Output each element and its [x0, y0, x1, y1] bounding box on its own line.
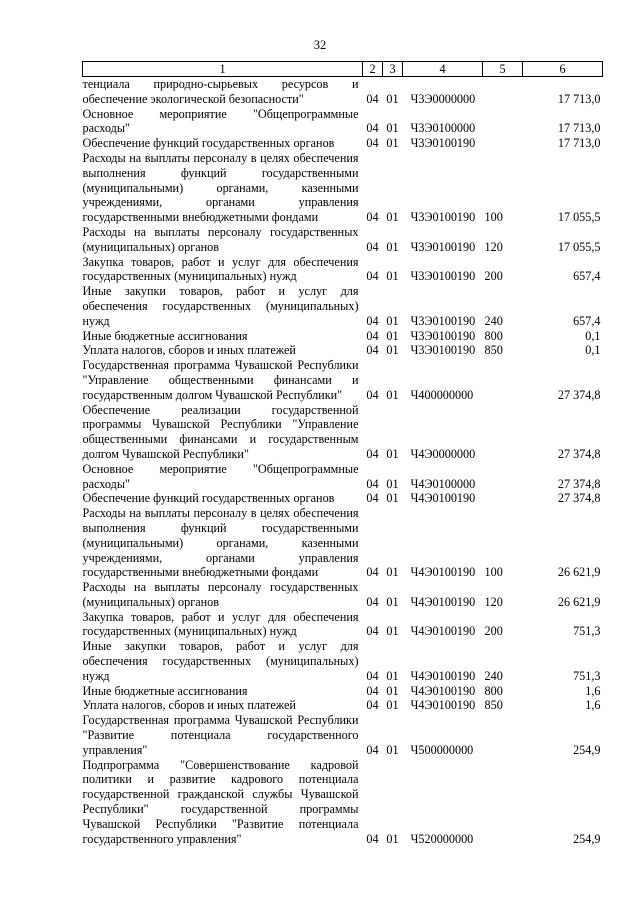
row-amount: 0,1 — [585, 328, 601, 343]
budget-table — [82, 61, 603, 846]
row-section: 04 — [366, 624, 379, 639]
table-row — [83, 610, 603, 640]
row-subsection: 01 — [386, 565, 399, 580]
table-row — [83, 698, 603, 713]
table-row — [83, 136, 603, 151]
row-subsection: 01 — [386, 624, 399, 639]
row-target-article: Ч4Э0100190 — [410, 698, 476, 713]
row-target-article: Ч3Э0100190 — [410, 210, 476, 225]
row-section: 04 — [366, 476, 379, 491]
row-section: 04 — [366, 136, 379, 151]
row-amount: 27 374,8 — [557, 387, 601, 402]
row-amount: 27 374,8 — [557, 446, 601, 461]
row-expense-type: 120 — [484, 594, 503, 609]
header-col-6: 6 — [523, 62, 603, 77]
table-row — [83, 107, 603, 137]
row-expense-type — [483, 462, 523, 492]
row-expense-type: 100 — [484, 565, 503, 580]
row-amount: 27 374,8 — [557, 476, 601, 491]
row-amount: 26 621,9 — [557, 565, 601, 580]
row-amount: 27 374,8 — [557, 491, 601, 506]
row-name: Иные бюджетные ассигнования — [82, 328, 248, 343]
row-name: Расходы на выплаты персоналу в целях обеспечения выполнения функций государственными (муниципальными) органами, казенными учреждениями, органами управления государственными внебюджетными фондами — [82, 506, 359, 580]
row-section: 04 — [366, 594, 379, 609]
row-expense-type — [483, 491, 523, 506]
row-name: Уплата налогов, сборов и иных платежей — [82, 343, 296, 358]
row-amount: 0,1 — [585, 343, 601, 358]
row-amount: 17 055,5 — [557, 239, 601, 254]
row-target-article: Ч4Э0100190 — [410, 683, 476, 698]
table-row — [83, 491, 603, 506]
row-target-article: Ч4Э0100000 — [410, 476, 476, 491]
row-target-article: Ч3Э0000000 — [410, 91, 476, 106]
row-amount: 17 713,0 — [557, 121, 601, 136]
row-section: 04 — [366, 343, 379, 358]
row-expense-type: 200 — [484, 269, 503, 284]
row-expense-type — [483, 358, 523, 402]
row-expense-type: 850 — [484, 343, 503, 358]
row-subsection: 01 — [386, 269, 399, 284]
row-section: 04 — [366, 446, 379, 461]
row-section: 04 — [366, 269, 379, 284]
row-subsection: 01 — [386, 121, 399, 136]
row-subsection: 01 — [386, 476, 399, 491]
row-expense-type — [483, 107, 523, 137]
row-amount: 17 055,5 — [557, 210, 601, 225]
table-row — [83, 151, 603, 225]
table-row — [83, 639, 603, 683]
table-row — [83, 580, 603, 610]
row-name: Уплата налогов, сборов и иных платежей — [82, 698, 296, 713]
row-target-article: Ч3Э0100190 — [410, 313, 476, 328]
table-row — [83, 506, 603, 580]
row-target-article: Ч400000000 — [410, 387, 474, 402]
row-amount: 17 713,0 — [557, 91, 601, 106]
row-section: 04 — [366, 239, 379, 254]
row-amount: 657,4 — [573, 269, 601, 284]
row-name: Подпрограмма "Совершенствование кадровой политики и развитие кадрового потенциала государственной гражданской службы Чувашской Республики" государственной программы Чувашской Республики "Развитие потенциала государственного управления" — [82, 757, 359, 846]
table-row — [83, 462, 603, 492]
row-subsection: 01 — [386, 239, 399, 254]
row-amount: 751,3 — [573, 624, 601, 639]
row-amount: 1,6 — [585, 683, 601, 698]
row-name: Расходы на выплаты персоналу в целях обеспечения выполнения функций государственными (муниципальными) органами, казенными учреждениями, органами управления государственными внебюджетными фондами — [82, 150, 359, 225]
row-subsection: 01 — [386, 683, 399, 698]
row-section: 04 — [366, 698, 379, 713]
row-amount: 17 713,0 — [557, 136, 601, 151]
row-section: 04 — [366, 742, 379, 757]
row-section: 04 — [366, 387, 379, 402]
row-name: Государственная программа Чувашской Республики "Управление общественными финансами и государственным долгом Чувашской Республики" — [82, 358, 359, 402]
row-name: Иные закупки товаров, работ и услуг для обеспечения государственных (муниципальных) нужд — [82, 639, 359, 683]
table-row — [83, 358, 603, 402]
row-name: Закупка товаров, работ и услуг для обеспечения государственных (муниципальных) нужд — [82, 609, 359, 639]
row-section: 04 — [366, 313, 379, 328]
row-section: 04 — [366, 565, 379, 580]
row-expense-type: 850 — [484, 698, 503, 713]
row-amount: 26 621,9 — [557, 594, 601, 609]
row-name: Обеспечение функций государственных органов — [82, 491, 335, 506]
row-amount: 657,4 — [573, 313, 601, 328]
row-section: 04 — [366, 210, 379, 225]
row-target-article: Ч4Э0100190 — [410, 668, 476, 683]
row-subsection: 01 — [386, 668, 399, 683]
row-expense-type: 800 — [484, 328, 503, 343]
row-target-article: Ч4Э0100190 — [410, 594, 476, 609]
table-header — [83, 62, 603, 77]
row-amount: 254,9 — [573, 742, 601, 757]
row-target-article: Ч3Э0100190 — [410, 239, 476, 254]
row-expense-type: 120 — [484, 239, 503, 254]
table-row — [83, 255, 603, 285]
row-subsection: 01 — [386, 594, 399, 609]
row-target-article: Ч4Э0100190 — [410, 565, 476, 580]
header-col-5: 5 — [483, 62, 523, 77]
row-name: Расходы на выплаты персоналу государственных (муниципальных) органов — [82, 580, 359, 609]
header-col-1: 1 — [83, 62, 363, 77]
page-number: 32 — [313, 38, 327, 52]
table-row — [83, 329, 603, 344]
table-body — [83, 77, 603, 847]
header-col-2: 2 — [363, 62, 383, 77]
header-col-4: 4 — [403, 62, 483, 77]
row-expense-type — [483, 758, 523, 847]
table-row — [83, 343, 603, 358]
row-section: 04 — [366, 668, 379, 683]
row-name: тенциала природно-сырьевых ресурсов и обеспечение экологической безопасности" — [82, 77, 359, 106]
row-name: Основное мероприятие "Общепрограммные расходы" — [82, 461, 359, 491]
row-name: Закупка товаров, работ и услуг для обеспечения государственных (муниципальных) нужд — [82, 254, 359, 284]
row-amount: 1,6 — [585, 698, 601, 713]
row-target-article: Ч3Э0100190 — [410, 136, 476, 151]
row-expense-type — [483, 77, 523, 107]
row-subsection: 01 — [386, 446, 399, 461]
row-subsection: 01 — [386, 313, 399, 328]
row-section: 04 — [366, 831, 379, 846]
row-expense-type — [483, 136, 523, 151]
row-expense-type: 100 — [484, 210, 503, 225]
row-subsection: 01 — [386, 387, 399, 402]
row-target-article: Ч4Э0000000 — [410, 446, 476, 461]
row-section: 04 — [366, 91, 379, 106]
row-target-article: Ч4Э0100190 — [410, 624, 476, 639]
row-amount: 751,3 — [573, 668, 601, 683]
row-subsection: 01 — [386, 698, 399, 713]
row-expense-type: 200 — [484, 624, 503, 639]
row-expense-type — [483, 403, 523, 462]
row-target-article: Ч500000000 — [410, 742, 474, 757]
header-col-3: 3 — [383, 62, 403, 77]
row-target-article: Ч520000000 — [410, 831, 474, 846]
table-row — [83, 713, 603, 757]
row-section: 04 — [366, 683, 379, 698]
table-row — [83, 758, 603, 847]
row-expense-type: 240 — [484, 313, 503, 328]
row-name: Основное мероприятие "Общепрограммные расходы" — [82, 106, 359, 136]
row-subsection: 01 — [386, 831, 399, 846]
row-subsection: 01 — [386, 91, 399, 106]
row-name: Государственная программа Чувашской Республики "Развитие потенциала государственного управления" — [82, 713, 359, 757]
row-amount: 254,9 — [573, 831, 601, 846]
row-target-article: Ч3Э0100190 — [410, 343, 476, 358]
row-name: Иные закупки товаров, работ и услуг для обеспечения государственных (муниципальных) нужд — [82, 284, 359, 328]
table-row — [83, 403, 603, 462]
row-subsection: 01 — [386, 742, 399, 757]
row-target-article: Ч3Э0100190 — [410, 328, 476, 343]
row-subsection: 01 — [386, 491, 399, 506]
row-expense-type: 800 — [484, 683, 503, 698]
row-subsection: 01 — [386, 210, 399, 225]
row-section: 04 — [366, 491, 379, 506]
row-name: Расходы на выплаты персоналу государственных (муниципальных) органов — [82, 224, 359, 254]
row-target-article: Ч3Э0100190 — [410, 269, 476, 284]
row-name: Иные бюджетные ассигнования — [82, 683, 248, 698]
table-row — [83, 77, 603, 107]
row-subsection: 01 — [386, 343, 399, 358]
row-expense-type — [483, 713, 523, 757]
table-row — [83, 684, 603, 699]
row-expense-type: 240 — [484, 668, 503, 683]
row-target-article: Ч4Э0100190 — [410, 491, 476, 506]
row-section: 04 — [366, 121, 379, 136]
table-row — [83, 284, 603, 328]
row-section: 04 — [366, 328, 379, 343]
row-name: Обеспечение функций государственных органов — [82, 136, 335, 151]
row-name: Обеспечение реализации государственной программы Чувашской Республики "Управление общественными финансами и государственным долгом Чувашской Республики" — [82, 402, 359, 461]
table-row — [83, 225, 603, 255]
row-target-article: Ч3Э0100000 — [410, 121, 476, 136]
row-subsection: 01 — [386, 328, 399, 343]
row-subsection: 01 — [386, 136, 399, 151]
